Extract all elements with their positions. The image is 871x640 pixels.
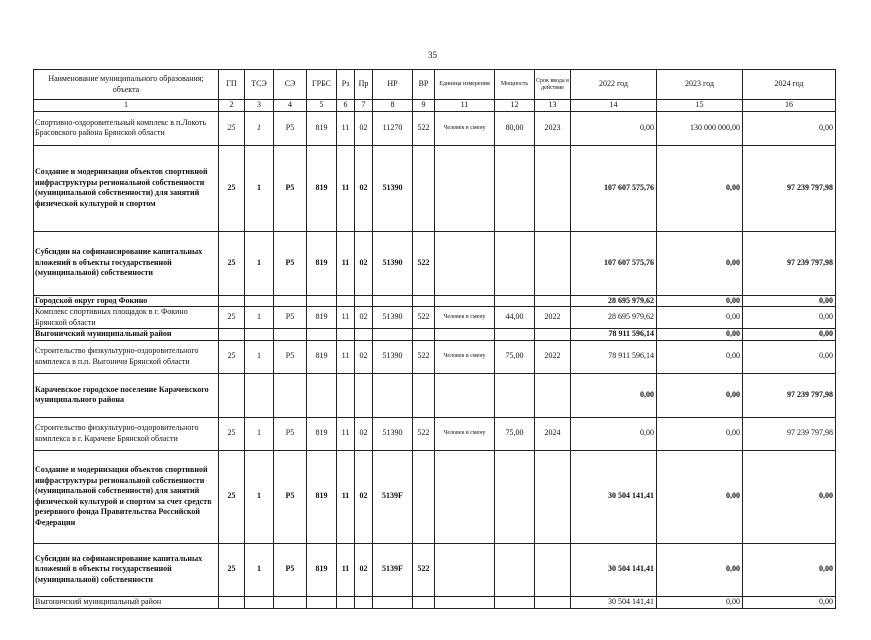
- cell-y2024: 0,00: [743, 596, 836, 608]
- cell-se: [274, 329, 307, 341]
- cell-y2024: 97 239 797,98: [743, 145, 836, 231]
- cell-y2023: 0,00: [657, 596, 743, 608]
- cell-y2023: 0,00: [657, 295, 743, 307]
- cell-power: [495, 596, 535, 608]
- cell-power: 80,00: [495, 111, 535, 145]
- cell-unit: Человек в смену: [435, 340, 495, 373]
- col-number: 9: [413, 100, 435, 112]
- cell-rz: 11: [337, 450, 355, 543]
- cell-se: Р5: [274, 340, 307, 373]
- cell-unit: Человек в смену: [435, 307, 495, 329]
- cell-nr: 5139F: [373, 450, 413, 543]
- cell-name: Спортивно-оздоровительный комплекс в п.Локоть Брасовского района Брянской области: [34, 111, 219, 145]
- cell-rz: 11: [337, 340, 355, 373]
- cell-unit: Человек в смену: [435, 417, 495, 450]
- cell-pr: 02: [355, 543, 373, 596]
- cell-gp: 25: [219, 231, 245, 295]
- cell-pr: 02: [355, 231, 373, 295]
- cell-gp: 25: [219, 543, 245, 596]
- cell-name: Создание и модернизация объектов спортивной инфраструктуры региональной собственности (муниципальной собственности) для занятий физической культурой и спортом за счет средств резервного фонда Правительства Российской Федерации: [34, 450, 219, 543]
- col-number: 12: [495, 100, 535, 112]
- cell-vr: [413, 596, 435, 608]
- cell-grbs: 819: [307, 450, 337, 543]
- col-number: 3: [245, 100, 274, 112]
- cell-y2022: 28 695 979,62: [571, 307, 657, 329]
- cell-tse: [245, 295, 274, 307]
- cell-vr: 522: [413, 111, 435, 145]
- col-number: 5: [307, 100, 337, 112]
- cell-tse: [245, 329, 274, 341]
- cell-grbs: 819: [307, 145, 337, 231]
- cell-vr: [413, 450, 435, 543]
- cell-y2023: 0,00: [657, 373, 743, 417]
- cell-pr: 02: [355, 111, 373, 145]
- header-grbs: ГРБС: [307, 70, 337, 100]
- cell-nr: [373, 295, 413, 307]
- cell-power: [495, 450, 535, 543]
- cell-nr: 51390: [373, 145, 413, 231]
- cell-term: 2022: [535, 340, 571, 373]
- cell-pr: [355, 329, 373, 341]
- cell-power: [495, 295, 535, 307]
- cell-rz: 11: [337, 145, 355, 231]
- col-number: 16: [743, 100, 836, 112]
- cell-name: Выгоничский муниципальный район: [34, 596, 219, 608]
- table-row: [34, 307, 836, 329]
- cell-vr: [413, 295, 435, 307]
- cell-grbs: 819: [307, 111, 337, 145]
- cell-y2024: 0,00: [743, 450, 836, 543]
- cell-se: Р5: [274, 231, 307, 295]
- cell-name: Карачевское городское поселение Карачевского муниципального района: [34, 373, 219, 417]
- table-row: [34, 231, 836, 295]
- col-number: 7: [355, 100, 373, 112]
- header-term: Срок ввода в действие: [535, 70, 571, 100]
- header-name: Наименование муниципального образования; объекта: [34, 70, 219, 100]
- cell-y2023: 0,00: [657, 145, 743, 231]
- cell-tse: [245, 373, 274, 417]
- cell-tse: 1: [245, 111, 274, 145]
- cell-unit: [435, 231, 495, 295]
- cell-nr: [373, 596, 413, 608]
- cell-vr: 522: [413, 231, 435, 295]
- cell-y2022: 0,00: [571, 111, 657, 145]
- cell-rz: [337, 329, 355, 341]
- cell-pr: 02: [355, 307, 373, 329]
- cell-term: 2023: [535, 111, 571, 145]
- cell-gp: [219, 596, 245, 608]
- cell-unit: [435, 329, 495, 341]
- col-number: 11: [435, 100, 495, 112]
- col-number: 14: [571, 100, 657, 112]
- table-row: [34, 329, 836, 341]
- cell-tse: 1: [245, 307, 274, 329]
- cell-pr: 02: [355, 450, 373, 543]
- cell-y2023: 0,00: [657, 417, 743, 450]
- cell-vr: [413, 329, 435, 341]
- cell-nr: 51390: [373, 340, 413, 373]
- cell-unit: [435, 450, 495, 543]
- page-number: 35: [428, 50, 437, 60]
- col-number: 8: [373, 100, 413, 112]
- cell-power: [495, 373, 535, 417]
- cell-se: Р5: [274, 145, 307, 231]
- cell-grbs: 819: [307, 417, 337, 450]
- table-row: [34, 596, 836, 608]
- table-row: [34, 295, 836, 307]
- cell-name: Строительство физкультурно-оздоровительного комплекса в п.п. Выгоничи Брянской области: [34, 340, 219, 373]
- cell-gp: [219, 373, 245, 417]
- cell-y2023: 0,00: [657, 543, 743, 596]
- cell-y2023: 0,00: [657, 450, 743, 543]
- cell-grbs: [307, 596, 337, 608]
- cell-grbs: [307, 329, 337, 341]
- cell-power: 75,00: [495, 340, 535, 373]
- cell-gp: 25: [219, 145, 245, 231]
- cell-y2023: 130 000 000,00: [657, 111, 743, 145]
- cell-vr: 522: [413, 417, 435, 450]
- cell-vr: [413, 145, 435, 231]
- cell-y2022: 28 695 979,62: [571, 295, 657, 307]
- cell-y2024: 97 239 797,98: [743, 231, 836, 295]
- cell-se: Р5: [274, 417, 307, 450]
- cell-vr: 522: [413, 340, 435, 373]
- cell-y2024: 0,00: [743, 307, 836, 329]
- table-row: [34, 111, 836, 145]
- cell-gp: 25: [219, 417, 245, 450]
- header-row: [34, 70, 836, 100]
- cell-rz: [337, 373, 355, 417]
- header-rz: Рз: [337, 70, 355, 100]
- header-nr: НР: [373, 70, 413, 100]
- cell-term: [535, 450, 571, 543]
- cell-term: [535, 329, 571, 341]
- cell-y2024: 0,00: [743, 111, 836, 145]
- cell-y2023: 0,00: [657, 340, 743, 373]
- cell-pr: 02: [355, 417, 373, 450]
- cell-grbs: 819: [307, 340, 337, 373]
- cell-vr: 522: [413, 543, 435, 596]
- cell-name: Создание и модернизация объектов спортивной инфраструктуры региональной собственности (муниципальной собственности) для занятий физической культурой и спортом: [34, 145, 219, 231]
- header-tse: ТСЭ: [245, 70, 274, 100]
- cell-y2023: 0,00: [657, 307, 743, 329]
- cell-grbs: 819: [307, 231, 337, 295]
- cell-name: Строительство физкультурно-оздоровительного комплекса в г. Карачеве Брянской области: [34, 417, 219, 450]
- cell-name: Городской округ город Фокино: [34, 295, 219, 307]
- cell-nr: 11270: [373, 111, 413, 145]
- cell-grbs: 819: [307, 543, 337, 596]
- cell-vr: 522: [413, 307, 435, 329]
- cell-term: [535, 543, 571, 596]
- cell-tse: 1: [245, 450, 274, 543]
- header-se: СЭ: [274, 70, 307, 100]
- cell-unit: Человек в смену: [435, 111, 495, 145]
- cell-rz: 11: [337, 417, 355, 450]
- cell-rz: 11: [337, 543, 355, 596]
- cell-power: [495, 329, 535, 341]
- cell-term: [535, 145, 571, 231]
- cell-y2024: 0,00: [743, 329, 836, 341]
- cell-y2022: 107 607 575,76: [571, 145, 657, 231]
- table-row: [34, 543, 836, 596]
- cell-nr: 51390: [373, 307, 413, 329]
- cell-grbs: [307, 373, 337, 417]
- cell-term: 2022: [535, 307, 571, 329]
- cell-term: [535, 596, 571, 608]
- cell-power: 75,00: [495, 417, 535, 450]
- cell-tse: 1: [245, 145, 274, 231]
- cell-grbs: [307, 295, 337, 307]
- cell-power: [495, 145, 535, 231]
- cell-tse: 1: [245, 417, 274, 450]
- cell-term: [535, 295, 571, 307]
- cell-pr: 02: [355, 145, 373, 231]
- header-pr: Пр: [355, 70, 373, 100]
- cell-y2024: 0,00: [743, 340, 836, 373]
- cell-y2023: 0,00: [657, 329, 743, 341]
- cell-se: Р5: [274, 307, 307, 329]
- header-2022: 2022 год: [571, 70, 657, 100]
- cell-y2024: 0,00: [743, 295, 836, 307]
- cell-se: Р5: [274, 543, 307, 596]
- cell-term: 2024: [535, 417, 571, 450]
- cell-y2022: 0,00: [571, 373, 657, 417]
- cell-name: Выгоничский муниципальный район: [34, 329, 219, 341]
- cell-name: Субсидии на софинансирование капитальных вложений в объекты государственной (муниципальной) собственности: [34, 543, 219, 596]
- cell-power: [495, 231, 535, 295]
- col-number: 4: [274, 100, 307, 112]
- cell-rz: 11: [337, 307, 355, 329]
- table-row: [34, 450, 836, 543]
- cell-y2024: 0,00: [743, 543, 836, 596]
- table-row: [34, 417, 836, 450]
- cell-power: 44,00: [495, 307, 535, 329]
- cell-unit: [435, 373, 495, 417]
- cell-power: [495, 543, 535, 596]
- cell-se: [274, 596, 307, 608]
- cell-unit: [435, 145, 495, 231]
- cell-name: Субсидии на софинансирование капитальных вложений в объекты государственной (муниципальной) собственности: [34, 231, 219, 295]
- header-2023: 2023 год: [657, 70, 743, 100]
- cell-pr: 02: [355, 340, 373, 373]
- cell-se: [274, 373, 307, 417]
- col-number: 6: [337, 100, 355, 112]
- cell-unit: [435, 596, 495, 608]
- cell-y2022: 78 911 596,14: [571, 340, 657, 373]
- cell-y2022: 78 911 596,14: [571, 329, 657, 341]
- cell-rz: [337, 295, 355, 307]
- cell-term: [535, 373, 571, 417]
- cell-pr: [355, 295, 373, 307]
- cell-nr: [373, 329, 413, 341]
- cell-gp: 25: [219, 450, 245, 543]
- cell-gp: [219, 329, 245, 341]
- budget-table: [33, 69, 836, 609]
- cell-se: [274, 295, 307, 307]
- cell-pr: [355, 596, 373, 608]
- cell-term: [535, 231, 571, 295]
- header-unit: Единица измерения: [435, 70, 495, 100]
- cell-y2022: 30 504 141,41: [571, 450, 657, 543]
- col-number: 2: [219, 100, 245, 112]
- cell-gp: 25: [219, 340, 245, 373]
- cell-gp: [219, 295, 245, 307]
- cell-gp: 25: [219, 111, 245, 145]
- table-row: [34, 145, 836, 231]
- table-row: [34, 340, 836, 373]
- cell-name: Комплекс спортивных площадок в г. Фокино Брянской области: [34, 307, 219, 329]
- cell-y2022: 30 504 141,41: [571, 543, 657, 596]
- cell-tse: 1: [245, 340, 274, 373]
- cell-rz: 11: [337, 111, 355, 145]
- cell-unit: [435, 543, 495, 596]
- cell-se: Р5: [274, 450, 307, 543]
- cell-y2022: 0,00: [571, 417, 657, 450]
- column-number-row: [34, 100, 836, 112]
- cell-pr: [355, 373, 373, 417]
- cell-se: Р5: [274, 111, 307, 145]
- col-number: 1: [34, 100, 219, 112]
- cell-y2024: 97 239 797,98: [743, 417, 836, 450]
- header-gp: ГП: [219, 70, 245, 100]
- cell-gp: 25: [219, 307, 245, 329]
- header-power: Мощность: [495, 70, 535, 100]
- cell-rz: 11: [337, 231, 355, 295]
- col-number: 15: [657, 100, 743, 112]
- cell-y2022: 107 607 575,76: [571, 231, 657, 295]
- cell-y2023: 0,00: [657, 231, 743, 295]
- header-2024: 2024 год: [743, 70, 836, 100]
- cell-tse: 1: [245, 231, 274, 295]
- cell-grbs: 819: [307, 307, 337, 329]
- cell-tse: 1: [245, 543, 274, 596]
- cell-nr: 51390: [373, 417, 413, 450]
- cell-y2022: 30 504 141,41: [571, 596, 657, 608]
- cell-y2024: 97 239 797,98: [743, 373, 836, 417]
- cell-nr: [373, 373, 413, 417]
- cell-rz: [337, 596, 355, 608]
- cell-vr: [413, 373, 435, 417]
- cell-unit: [435, 295, 495, 307]
- cell-nr: 5139F: [373, 543, 413, 596]
- cell-nr: 51390: [373, 231, 413, 295]
- col-number: 13: [535, 100, 571, 112]
- table-row: [34, 373, 836, 417]
- cell-tse: [245, 596, 274, 608]
- header-vr: ВР: [413, 70, 435, 100]
